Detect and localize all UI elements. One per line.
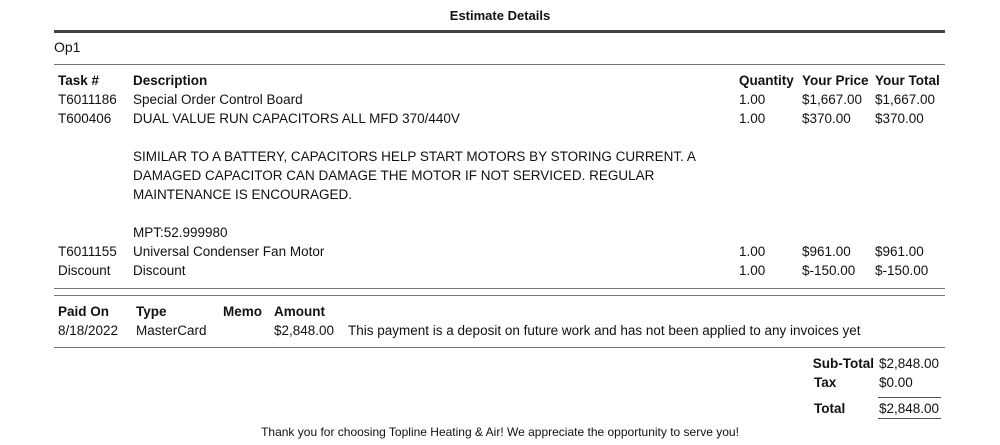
task-number: Discount (58, 263, 111, 278)
item-description: Discount (133, 263, 186, 278)
item-mpt: MPT:52.999980 (133, 225, 228, 240)
total-divider (878, 397, 941, 398)
subtotal-value: $2,848.00 (879, 356, 940, 371)
item-note-line: DAMAGED CAPACITOR CAN DAMAGE THE MOTOR IF NOT SERVICED. REGULAR (133, 168, 655, 183)
col-header-type: Type (136, 304, 167, 319)
item-quantity: 1.00 (739, 111, 766, 126)
tax-value: $0.00 (879, 375, 913, 390)
item-price: $-150.00 (802, 263, 856, 278)
subtotal-label: Sub-Total (812, 356, 874, 371)
col-header-task: Task # (58, 73, 100, 88)
total-label: Total (814, 401, 846, 416)
item-total: $-150.00 (875, 263, 929, 278)
title-divider (54, 30, 945, 33)
total-value: $2,848.00 (879, 401, 940, 416)
payment-date: 8/18/2022 (58, 323, 119, 338)
items-divider (54, 295, 945, 296)
item-total: $370.00 (875, 111, 924, 126)
payment-amount: $2,848.00 (274, 323, 335, 338)
col-header-your-price: Your Price (802, 73, 869, 88)
task-number: T6011155 (58, 244, 117, 259)
col-header-paid-on: Paid On (58, 304, 110, 319)
footer-message: Thank you for choosing Topline Heating & Air! We appreciate the opportunity to serve you! (261, 425, 739, 439)
item-quantity: 1.00 (739, 244, 766, 259)
item-total: $961.00 (875, 244, 924, 259)
page-title: Estimate Details (449, 8, 551, 23)
item-quantity: 1.00 (739, 92, 766, 107)
item-total: $1,667.00 (875, 92, 936, 107)
col-header-your-total: Your Total (875, 73, 940, 88)
payment-note: This payment is a deposit on future work and has not been applied to any invoices yet (348, 323, 861, 338)
task-number: T6011186 (58, 92, 117, 107)
item-description: Special Order Control Board (133, 92, 303, 107)
item-note-line: MAINTENANCE IS ENCOURAGED. (133, 187, 353, 202)
item-description: Universal Condenser Fan Motor (133, 244, 325, 259)
col-header-quantity: Quantity (739, 73, 794, 88)
tax-label: Tax (814, 375, 837, 390)
item-price: $1,667.00 (802, 92, 863, 107)
col-header-memo: Memo (223, 304, 263, 319)
payments-divider (54, 347, 945, 348)
item-description: DUAL VALUE RUN CAPACITORS ALL MFD 370/440V (133, 111, 460, 126)
item-note-line: SIMILAR TO A BATTERY, CAPACITORS HELP START MOTORS BY STORING CURRENT. A (133, 149, 696, 164)
option-label: Op1 (54, 39, 81, 55)
total-underline (878, 418, 941, 419)
items-divider (54, 288, 945, 289)
item-quantity: 1.00 (739, 263, 766, 278)
col-header-description: Description (133, 73, 208, 88)
col-header-amount: Amount (274, 304, 325, 319)
item-price: $961.00 (802, 244, 851, 259)
task-number: T600406 (58, 111, 112, 126)
payment-type: MasterCard (136, 323, 207, 338)
option-divider (54, 64, 945, 65)
item-price: $370.00 (802, 111, 851, 126)
